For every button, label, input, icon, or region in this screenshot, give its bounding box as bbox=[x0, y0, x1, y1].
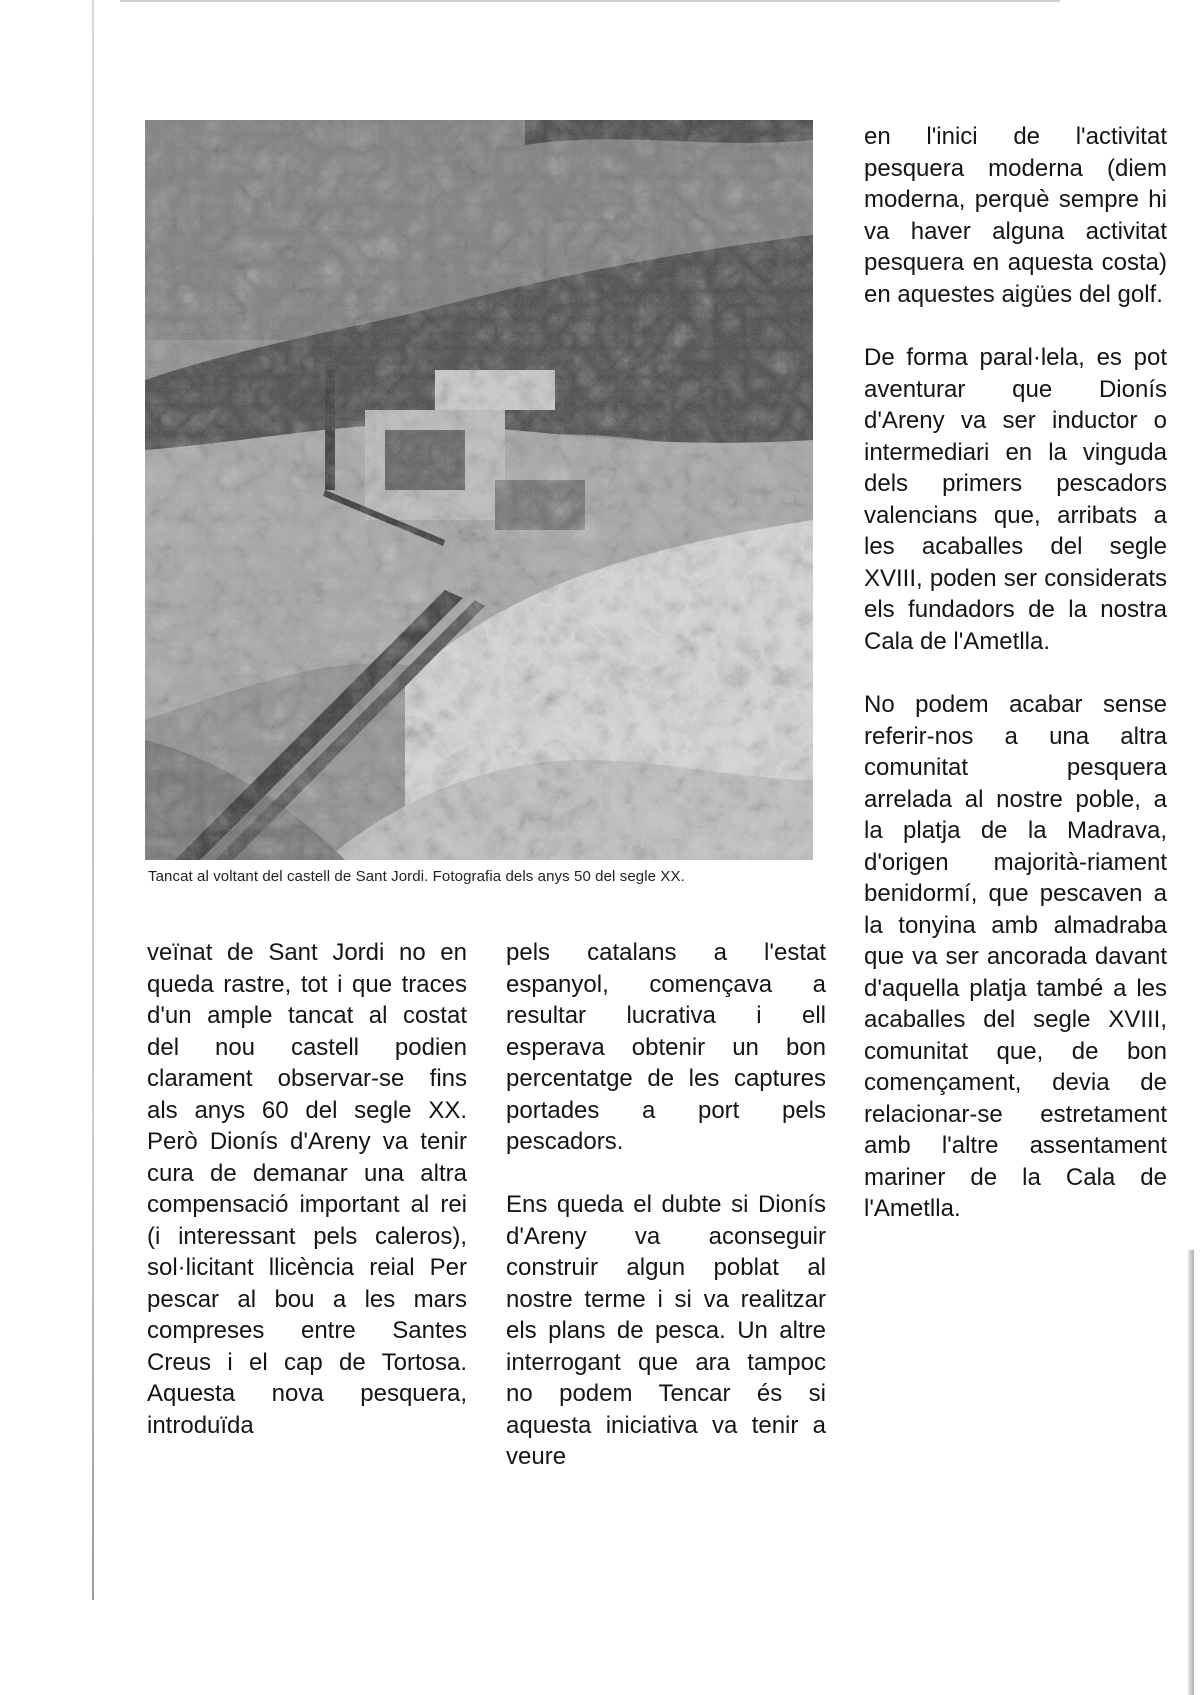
scan-left-edge bbox=[92, 0, 94, 1600]
scan-right-edge bbox=[1188, 1250, 1194, 1695]
scan-top-edge bbox=[120, 0, 1060, 2]
photo-caption: Tancat al voltant del castell de Sant Jordi. Fotografia dels anys 50 del segle XX. bbox=[148, 868, 685, 885]
paragraph: Ens queda el dubte si Dionís d'Areny va aconseguir construir algun poblat al nostre terme i si va realitzar els plans de pesca. Un altre interrogant que ara tampoc no podem Tencar és si aquesta iniciativa va tenir a veure bbox=[506, 1191, 826, 1470]
article-column-right bbox=[864, 121, 1167, 1257]
article-column-left bbox=[147, 937, 467, 1473]
paragraph: pels catalans a l'estat espanyol, començava a resultar lucrativa i ell esperava obtenir un bon percentatge de les captures portades a port pels pescadors. bbox=[506, 939, 826, 1155]
paragraph: No podem acabar sense referir-nos a una altra comunitat pesquera arrelada al nostre poble, a la platja de la Madrava, d'origen majorità-riament benidormí, que pescaven a la tonyina amb almadraba que va ser ancorada davant d'aquella platja també a les acaballes del segle XVIII, comunitat que, de bon començament, devia de relacionar-se estretament amb l'altre assentament mariner de la Cala de l'Ametlla. bbox=[864, 691, 1167, 1222]
paragraph: veïnat de Sant Jordi no en queda rastre, tot i que traces d'un ample tancat al costat del nou castell podien clarament observar-se fins als anys 60 del segle XX. Però Dionís d'Areny va tenir cura de demanar una altra compensació important al rei (i interessant pels caleros), sol·licitant llicència reial Per pescar al bou a les mars compreses entre Santes Creus i el cap de Tortosa. Aquesta nova pesquera, introduïda bbox=[147, 939, 467, 1439]
article-column-middle bbox=[506, 937, 826, 1504]
paragraph: en l'inici de l'activitat pesquera moderna (diem moderna, perquè sempre hi va haver alguna activitat pesquera en aquesta costa) en aquestes aigües del golf. bbox=[864, 123, 1167, 308]
paragraph: De forma paral·lela, es pot aventurar que Dionís d'Areny va ser inductor o intermediari en la vinguda dels primers pescadors valencians que, arribats a les acaballes del segle XVIII, poden ser considerats els fundadors de la nostra Cala de l'Ametlla. bbox=[864, 344, 1167, 655]
castle-aerial-photo bbox=[145, 120, 813, 860]
